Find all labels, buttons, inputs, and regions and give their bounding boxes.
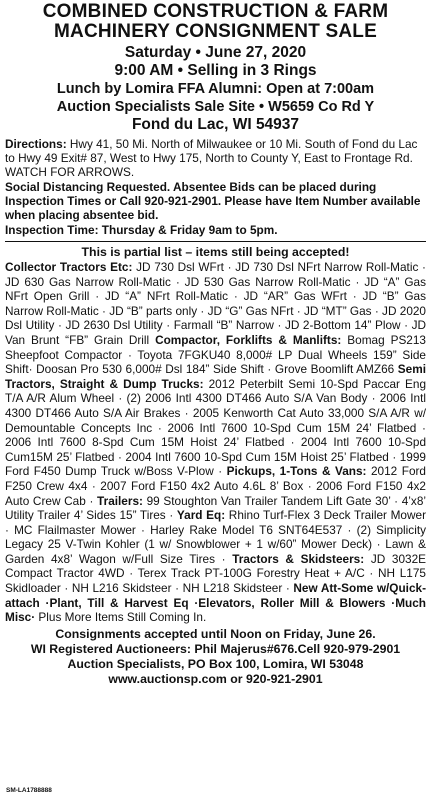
new-attachments-label: New Att-Some w/Quick-attach ·Plant, Till & Harvest Eq ·Elevators, Roller Mill & Blowers ·Much Misc·	[5, 581, 427, 625]
trailers-label: Trailers:	[97, 493, 143, 508]
divider	[5, 241, 426, 242]
ad-code: SM-LA1788888	[6, 787, 52, 794]
directions	[5, 137, 426, 179]
semi-label: Semi Tractors, Straight & Dump Trucks:	[5, 362, 426, 391]
semi-items: 2012 Peterbilt Semi 10-Spd Paccar Eng T/A A/R Alum Wheel · (2) 2006 Intl 4300 DT466 Auto S/A Van Body · 2006 Intl 4300 DT466 Auto S/A Air Brakes · 2005 Kenworth Cat Auto 33,000 S/A A/R w/ Demountable Concepts Inc · 2006 Intl 7600 10-Spd Cum 15M 24’ Flatbed · 2006 Intl 7600 8-Spd Cum 15M Hoist 24’ Flatbed · 2004 Intl 7600 10-Spd Cum15M 25’ Flatbed · 2004 Intl 7600 10-Spd Cum 15M Hoist 25’ Flatbed · 1999 Ford F450 Dump Truck w/Boss V-Plow ·	[5, 376, 426, 479]
consignment-deadline: Consignments accepted until Noon on Friday, June 26.	[55, 626, 376, 641]
partial-list-note: This is partial list – items still being accepted!	[81, 245, 350, 259]
title-line-1: COMBINED CONSTRUCTION & FARM	[42, 1, 389, 22]
mailing-address: Auction Specialists, PO Box 100, Lomira, WI 53048	[67, 656, 364, 671]
sale-date: Saturday • June 27, 2020	[124, 44, 307, 61]
ad-header	[5, 2, 426, 134]
directions-text: Hwy 41, 50 Mi. North of Milwaukee or 10 Mi. South of Fond du Lac to Hwy 49 Exit# 87, West to Hwy 175, North to County Y, East to Frontage Rd. WATCH FOR ARROWS.	[5, 137, 418, 179]
compactor-label: Compactor, Forklifts & Manlifts:	[155, 332, 342, 347]
inspection-time: Inspection Time: Thursday & Friday 9am to 5pm.	[5, 223, 278, 237]
auctioneers: WI Registered Auctioneers: Phil Majerus#676.Cell 920-979-2901	[30, 641, 401, 656]
yard-items: Rhino Turf-Flex 3 Deck Trailer Mower · MC Flailmaster Mower · Harley Rake Model T6 SNT64E537 · (2) Simplicity Legacy 25 V-Twin Kohler (1 w/ Snowblower + 1 w/60” Mower Deck) · Lawn & Garden 4x8’ Wagon w/Full Size Tires ·	[5, 508, 426, 566]
social-distancing-note: Social Distancing Requested. Absentee Bids can be placed during Inspection Times or Call 920-921-2901. Please have Item Number available when placing absentee bid.	[5, 180, 421, 222]
sale-site: Auction Specialists Sale Site • W5659 Co Rd Y	[56, 99, 375, 115]
tractors-items: JD 3032E Compact Tractor 4WD · Terex Track PT-100G Forestry Heat + A/C · NH L175 Skidloader · NH L216 Skidsteer · NH L218 Skidsteer ·	[5, 551, 426, 596]
title-line-2: MACHINERY CONSIGNMENT SALE	[54, 21, 377, 42]
pickups-items: 2012 Ford F250 Crew 4x4 · 2007 Ford F150 4x2 Auto 4.6L 8’ Box · 2006 Ford F150 4x2 Auto Crew Cab ·	[5, 464, 426, 508]
compactor-items: Bomag PS213 Sheepfoot Compactor · Toyota 7FGKU40 8,000# LP Dual Wheels 159” Side Shift· Doosan Pro 530 6,000# Dsl 184” Side Shift · Grove Boomlift AMZ66	[5, 332, 426, 377]
sale-city: Fond du Lac, WI 54937	[131, 116, 300, 133]
collector-label: Collector Tractors Etc:	[5, 260, 133, 274]
new-attachments-text: Plus More Items Still Coming In.	[35, 610, 207, 625]
sale-time: 9:00 AM • Selling in 3 Rings	[114, 62, 317, 79]
item-list	[5, 260, 426, 625]
directions-label: Directions:	[5, 137, 67, 151]
trailers-items: 99 Stoughton Van Trailer Tandem Lift Gate 30’ · 4’x8’ Utility Trailer 4’ Sides 15” Tires ·	[5, 493, 426, 523]
yard-label: Yard Eq:	[176, 508, 226, 523]
lunch-info: Lunch by Lomira FFA Alumni: Open at 7:00am	[56, 81, 375, 97]
collector-items: JD 730 Dsl WFrt · JD 730 Dsl NFrt Narrow Roll-Matic · JD 630 Gas Narrow Roll-Matic · JD 530 Gas Narrow Roll-Matic · JD “A” Gas NFrt Open Grill · JD “A” NFrt Roll-Matic · JD “AR” Gas WFrt · JD “B” Gas Narrow Roll-Matic · JD “B” parts only · JD “G” Gas NFrt · JD “MT” Gas · JD 2020 Dsl Utility · JD 2630 Dsl Utility · Farmall “B” Narrow · JD 2-Bottom 14” Plow · JD Van Brunt “FB” Grain Drill	[5, 260, 426, 347]
tractors-label: Tractors & Skidsteers:	[232, 551, 365, 566]
ad-footer	[5, 627, 426, 687]
pickups-label: Pickups, 1-Tons & Vans:	[226, 464, 367, 479]
website-phone: www.auctionsp.com or 920-921-2901	[108, 671, 323, 686]
